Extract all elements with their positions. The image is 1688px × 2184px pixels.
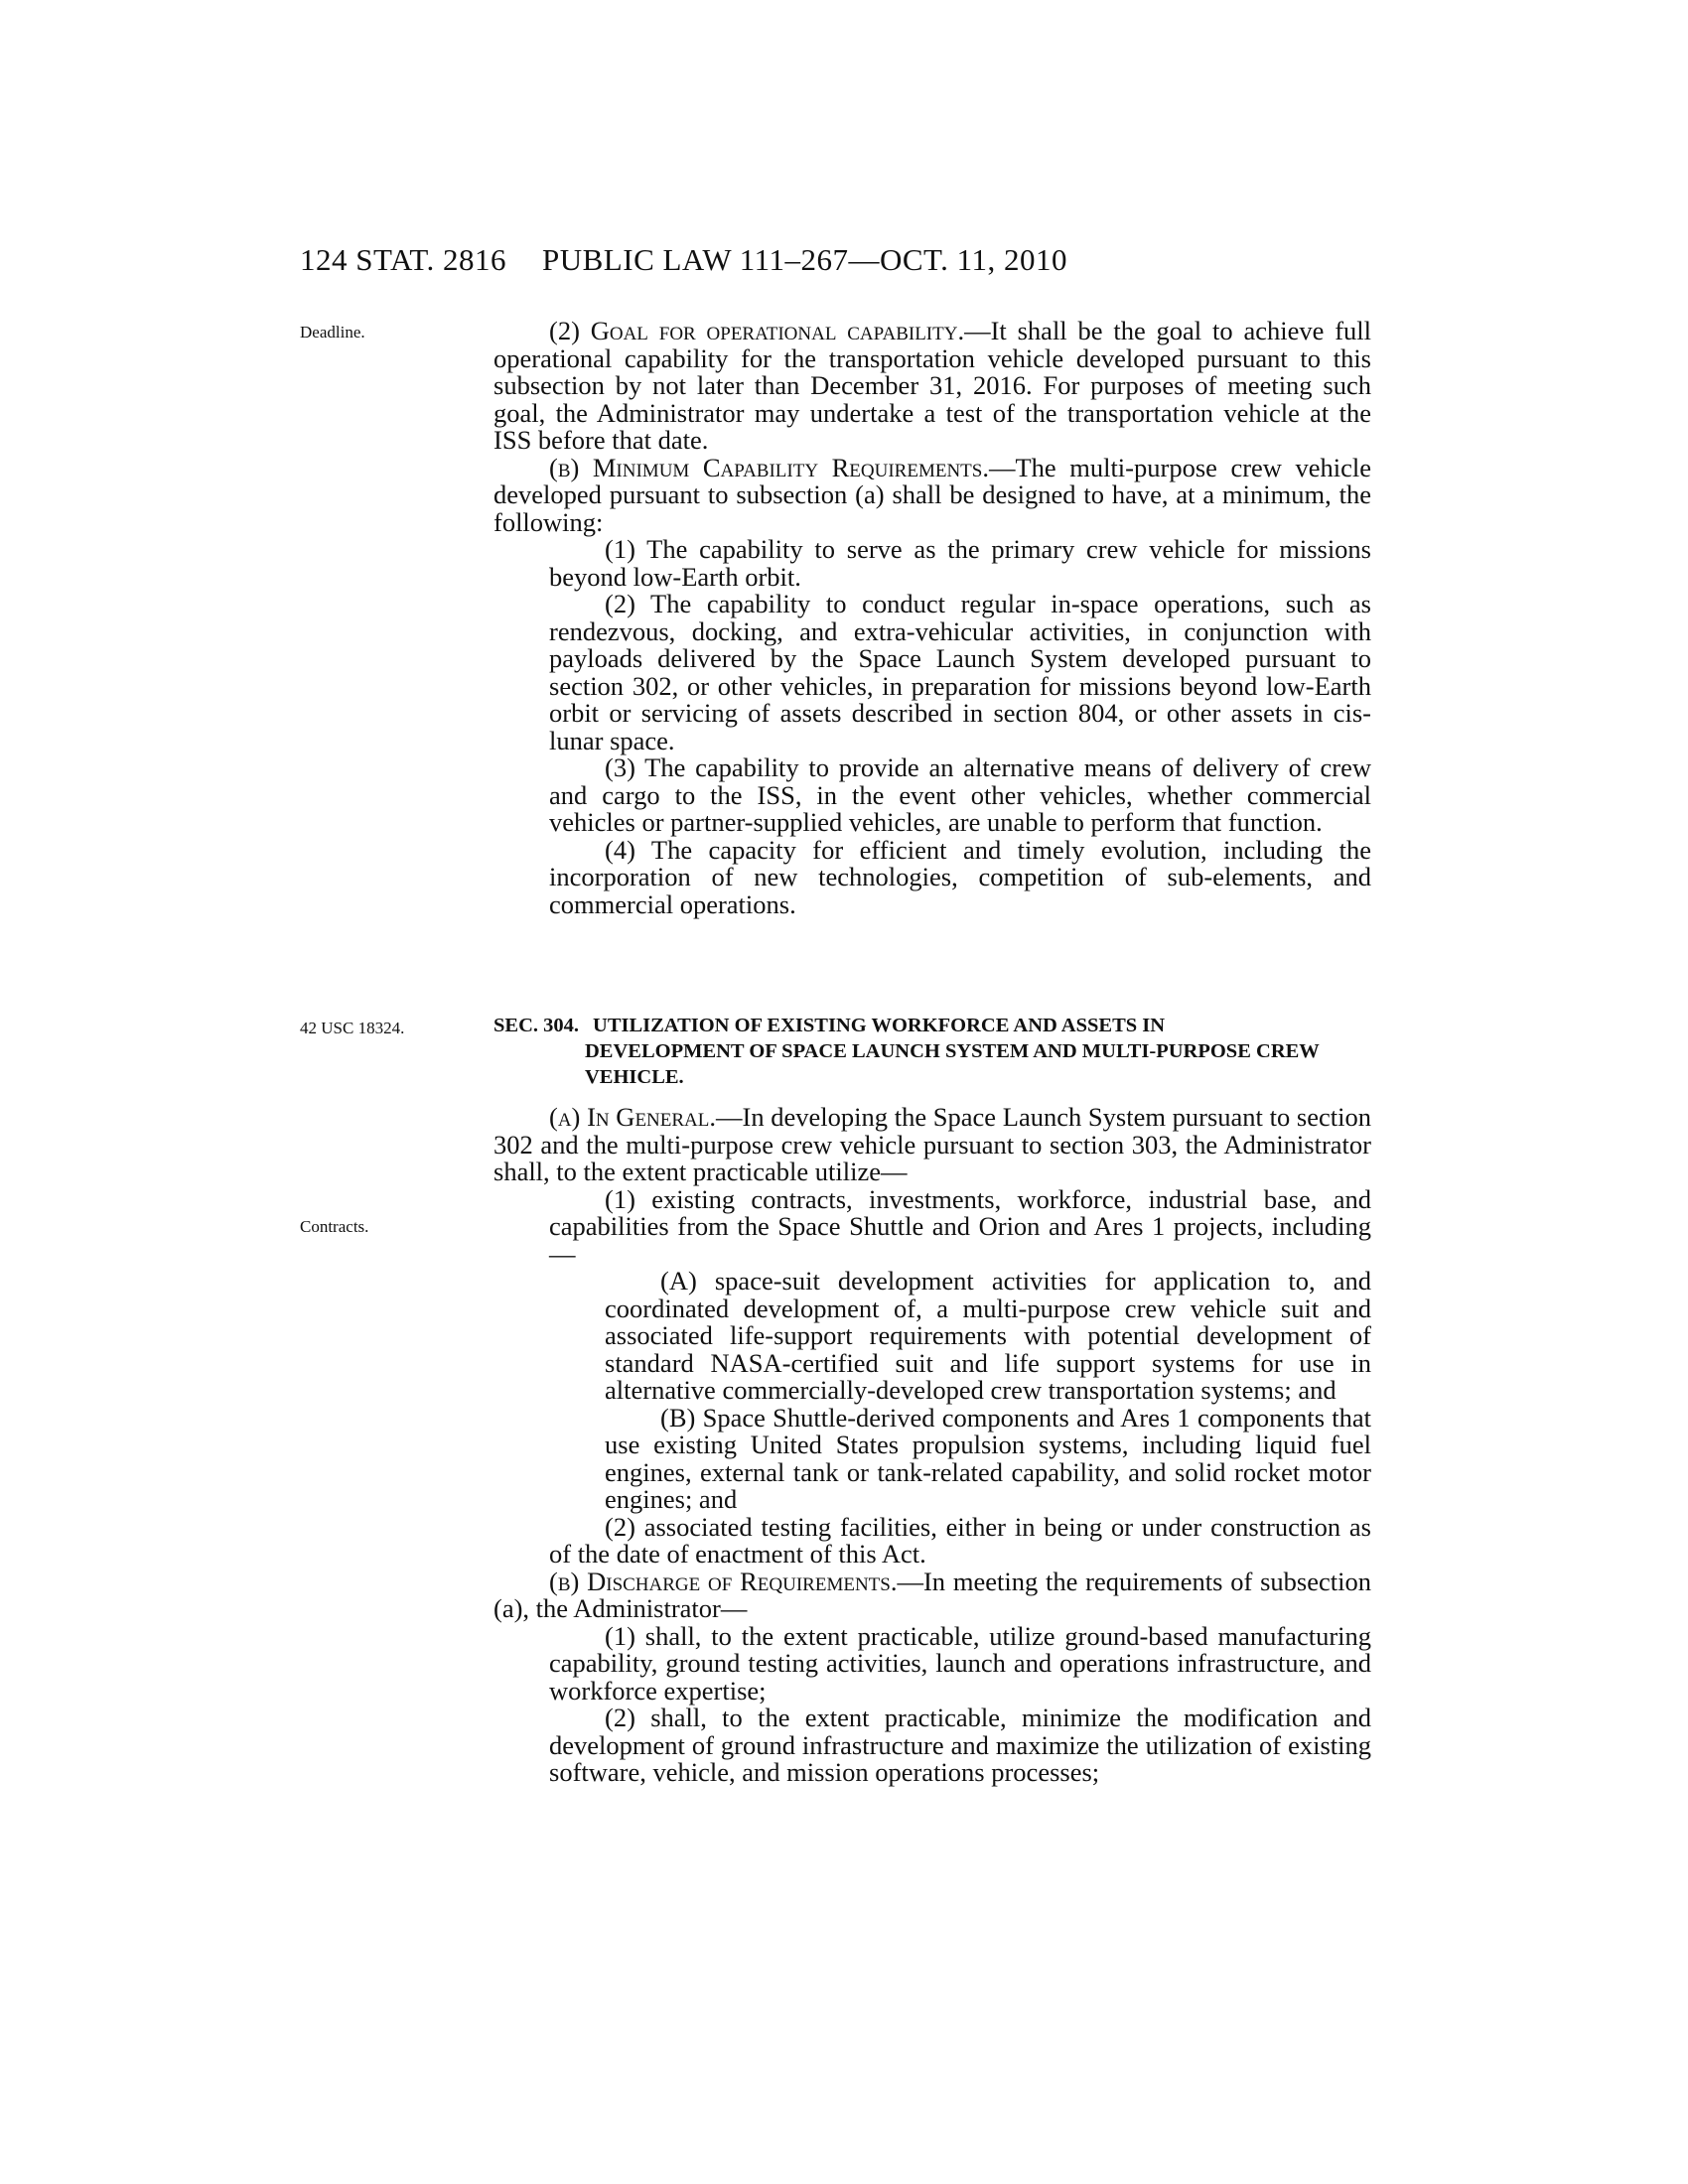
list-item: (A) space-suit development activities for application to, and coordinated development of, a multi-purpose crew vehicle suit and associated life-support requirements with potential development of standard NASA-certified suit and life support systems for use in alternative commercially-developed crew transportation systems; and — [605, 1266, 1371, 1405]
subsection-discharge-of-requirements: (b) Discharge of Requirements.—In meeting the requirements of subsection (a), the Administrator— — [493, 1566, 1371, 1623]
list-item: (1) shall, to the extent practicable, utilize ground-based manufacturing capability, ground testing activities, launch and operations infrastructure, and workforce expertise; — [549, 1620, 1371, 1706]
section-number: SEC. 304. — [493, 1015, 580, 1036]
list-item: (2) shall, to the extent practicable, minimize the modification and development of ground infrastructure and maximize the utilization of existing software, vehicle, and mission operations processes; — [549, 1703, 1371, 1787]
margin-note-contracts: Contracts. — [300, 1217, 369, 1236]
page-number: 124 STAT. 2816 — [300, 242, 507, 277]
list-item: (4) The capacity for efficient and timely evolution, including the incorporation of new technologies, competition of sub-elements, and commercial operations. — [549, 834, 1371, 919]
subsection-in-general: (a) In General.—In developing the Space Launch System pursuant to section 302 and the multi-purpose crew vehicle pursuant to section 303, the Administrator shall, to the extent practicable utilize— — [493, 1102, 1371, 1186]
section-304-heading — [493, 1013, 1371, 1090]
list-item: (B) Space Shuttle-derived components and Ares 1 components that use existing United States propulsion systems, including liquid fuel engines, external tank or tank-related capability, and solid rocket motor engines; and — [605, 1402, 1371, 1514]
subsection-heading: (a) In General. — [549, 1102, 717, 1132]
list-item: (1) existing contracts, investments, workforce, industrial base, and capabilities from the Space Shuttle and Orion and Ares 1 projects, including— — [549, 1183, 1371, 1269]
list-item: (2) The capability to conduct regular in-space operations, such as rendezvous, docking, and extra-vehicular activities, in conjunction with payloads delivered by the Space Launch System developed pursuant to section 302, or other vehicles, in preparation for missions beyond low-Earth orbit or servicing of assets described in section 804, or other assets in cis-lunar space. — [549, 589, 1371, 755]
page-header — [300, 242, 1372, 282]
list-item: (2) associated testing facilities, either in being or under construction as of the date of enactment of this Act. — [549, 1511, 1371, 1569]
margin-note-deadline: Deadline. — [300, 323, 365, 341]
paragraph-heading: (2) Goal for operational capability. — [549, 316, 965, 345]
section-title-continued: DEVELOPMENT OF SPACE LAUNCH SYSTEM AND MULTI-PURPOSE CREW VEHICLE. — [585, 1040, 1320, 1088]
paragraph-goal-operational-capability: (2) Goal for operational capability.—It shall be the goal to achieve full operational capability for the transportation vehicle developed pursuant to this subsection by not later than December 31, 2016. For purposes of meeting such goal, the Administrator may undertake a test of the transportation vehicle at the ISS before that date. — [493, 316, 1371, 455]
section-303-continuation — [493, 318, 1371, 918]
subsection-minimum-capability: (b) Minimum Capability Requirements.—The multi-purpose crew vehicle developed pursuant to subsection (a) shall be designed to have, at a minimum, the following: — [493, 452, 1371, 537]
subsection-heading: (b) Discharge of Requirements. — [549, 1566, 898, 1596]
margin-note-usc: 42 USC 18324. — [300, 1019, 405, 1037]
list-item: (3) The capability to provide an alternative means of delivery of crew and cargo to the ISS, in the event other vehicles, whether commercial vehicles or partner-supplied vehicles, are unable to perform that function. — [549, 752, 1371, 837]
subsection-heading: (b) Minimum Capability Requirements. — [549, 452, 989, 482]
running-head: PUBLIC LAW 111–267—OCT. 11, 2010 — [542, 242, 1068, 277]
list-item: (1) The capability to serve as the primary crew vehicle for missions beyond low-Earth orbit. — [549, 534, 1371, 592]
section-304-body — [493, 1104, 1371, 1787]
section-title: UTILIZATION OF EXISTING WORKFORCE AND ASSETS IN — [593, 1015, 1166, 1036]
